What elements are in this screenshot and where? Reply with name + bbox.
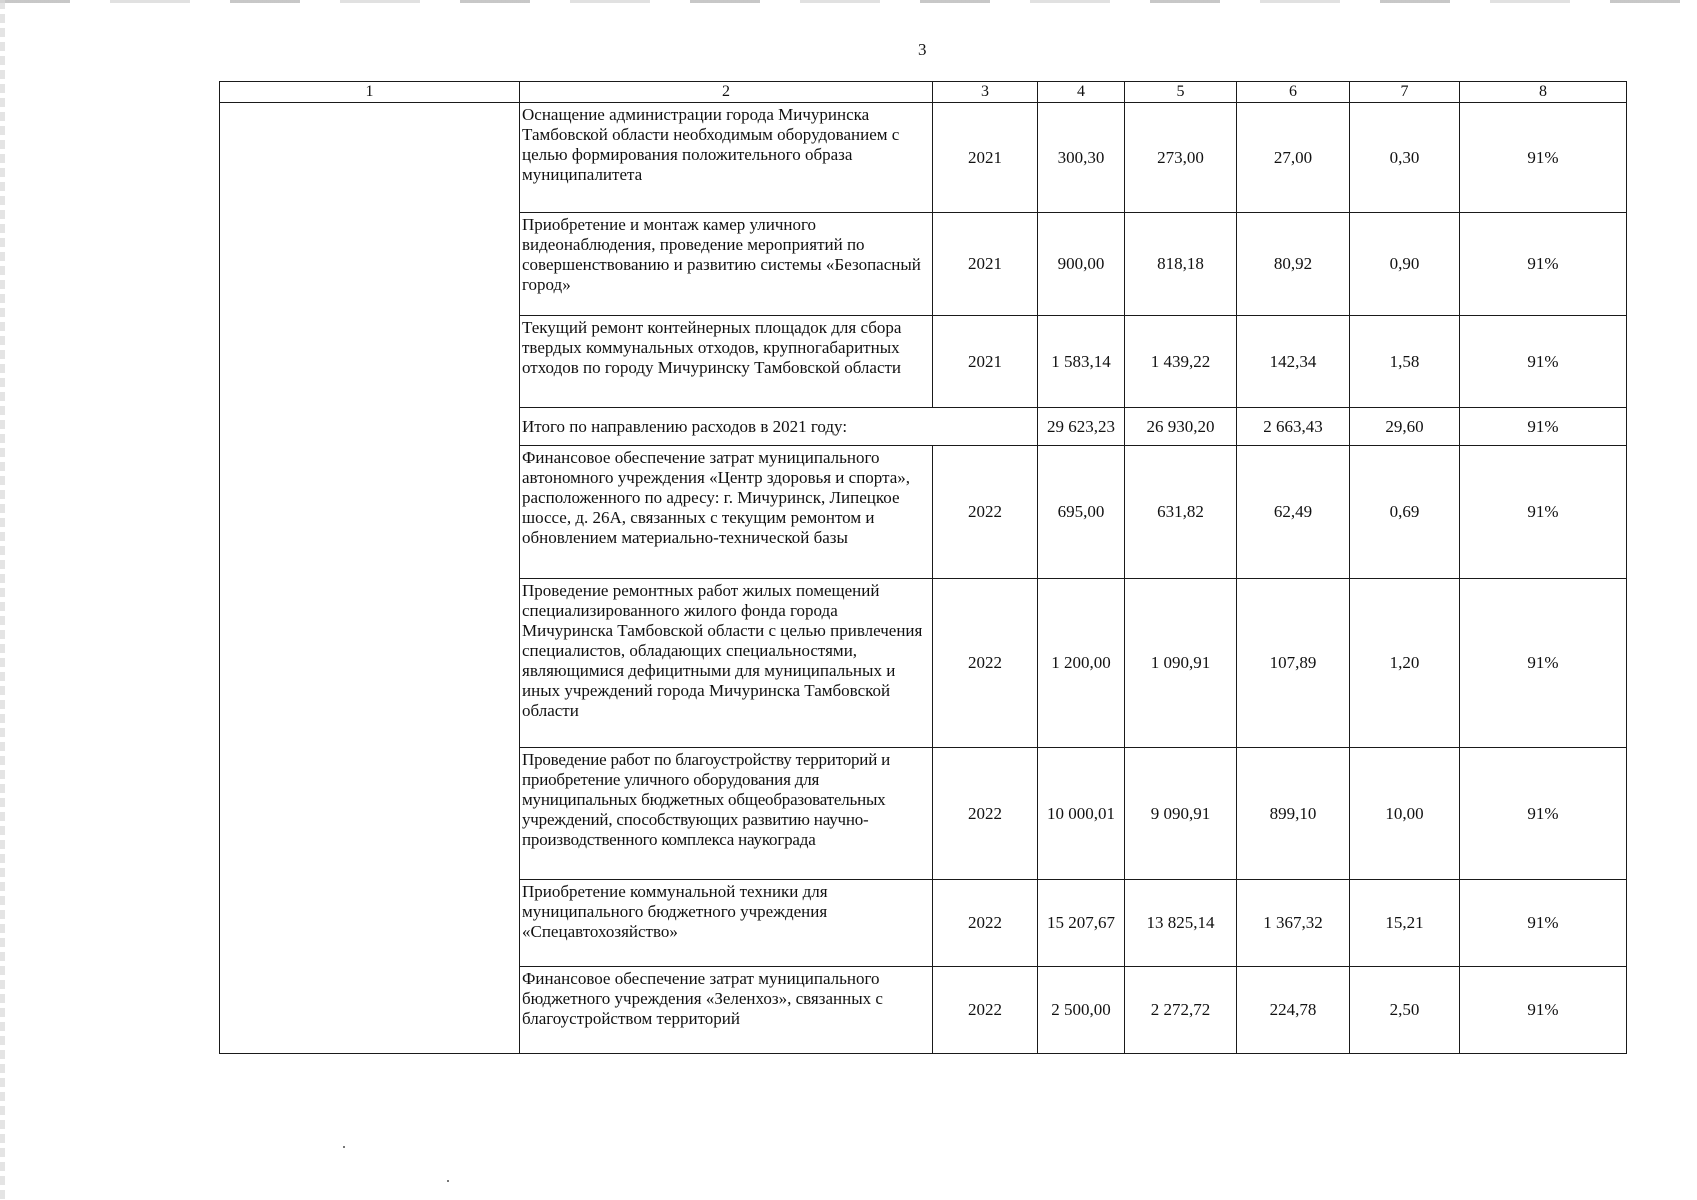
table-row — [220, 103, 1627, 213]
row-col8: 91% — [1460, 748, 1627, 880]
scan-speck — [343, 1146, 345, 1148]
row-col8: 91% — [1460, 579, 1627, 748]
column-header-6: 6 — [1237, 82, 1350, 103]
row-col6: 62,49 — [1237, 446, 1350, 579]
column-header-5: 5 — [1125, 82, 1237, 103]
row-col8: 91% — [1460, 446, 1627, 579]
row-description: Приобретение и монтаж камер уличного видеонаблюдения, проведение мероприятий по совершенствованию и развитию системы «Безопасный город» — [520, 213, 933, 316]
row-description: Текущий ремонт контейнерных площадок для сбора твердых коммунальных отходов, крупногабаритных отходов по городу Мичуринску Тамбовской области — [520, 316, 933, 408]
row-col4: 1 583,14 — [1038, 316, 1125, 408]
row-col5: 9 090,91 — [1125, 748, 1237, 880]
row-col8: 91% — [1460, 316, 1627, 408]
row-year: 2022 — [933, 880, 1038, 967]
row-col4: 10 000,01 — [1038, 748, 1125, 880]
page-number: 3 — [918, 40, 927, 59]
column-header-2: 2 — [520, 82, 933, 103]
scan-edge-top — [0, 0, 1697, 3]
row-col7: 1,58 — [1350, 316, 1460, 408]
row-col4: 15 207,67 — [1038, 880, 1125, 967]
row-col5: 818,18 — [1125, 213, 1237, 316]
row-col4: 695,00 — [1038, 446, 1125, 579]
total-col4: 29 623,23 — [1038, 408, 1125, 446]
row-col4: 2 500,00 — [1038, 967, 1125, 1054]
row-col4: 900,00 — [1038, 213, 1125, 316]
budget-table — [219, 81, 1627, 1054]
empty-first-column-cell — [220, 103, 520, 1054]
row-col5: 631,82 — [1125, 446, 1237, 579]
total-label: Итого по направлению расходов в 2021 году: — [520, 408, 1038, 446]
row-col6: 899,10 — [1237, 748, 1350, 880]
row-description: Проведение работ по благоустройству территорий и приобретение уличного оборудования для муниципальных бюджетных общеобразовательных учреждений, способствующих развитию научно-производственного комплекса наукограда — [520, 748, 933, 880]
total-col6: 2 663,43 — [1237, 408, 1350, 446]
row-col7: 15,21 — [1350, 880, 1460, 967]
column-header-4: 4 — [1038, 82, 1125, 103]
row-col7: 0,90 — [1350, 213, 1460, 316]
column-header-row — [220, 82, 1627, 103]
row-col7: 10,00 — [1350, 748, 1460, 880]
scan-speck — [447, 1180, 449, 1182]
row-description: Финансовое обеспечение затрат муниципального автономного учреждения «Центр здоровья и спорта», расположенного по адресу: г. Мичуринск, Липецкое шоссе, д. 26А, связанных с текущим ремонтом и обновлением материально-технической базы — [520, 446, 933, 579]
row-col5: 1 090,91 — [1125, 579, 1237, 748]
row-year: 2021 — [933, 103, 1038, 213]
row-year: 2021 — [933, 316, 1038, 408]
row-col8: 91% — [1460, 103, 1627, 213]
row-col7: 0,69 — [1350, 446, 1460, 579]
row-col7: 0,30 — [1350, 103, 1460, 213]
row-col6: 142,34 — [1237, 316, 1350, 408]
row-col4: 1 200,00 — [1038, 579, 1125, 748]
column-header-8: 8 — [1460, 82, 1627, 103]
total-col7: 29,60 — [1350, 408, 1460, 446]
row-description: Проведение ремонтных работ жилых помещений специализированного жилого фонда города Мичуринска Тамбовской области с целью привлечения специалистов, обладающих специальностями, являющимися дефицитными для муниципальных и иных учреждений города Мичуринска Тамбовской области — [520, 579, 933, 748]
row-col8: 91% — [1460, 967, 1627, 1054]
column-header-7: 7 — [1350, 82, 1460, 103]
column-header-3: 3 — [933, 82, 1038, 103]
row-year: 2022 — [933, 967, 1038, 1054]
scan-edge-left — [0, 0, 5, 1200]
row-col7: 1,20 — [1350, 579, 1460, 748]
row-col7: 2,50 — [1350, 967, 1460, 1054]
total-col8: 91% — [1460, 408, 1627, 446]
row-col5: 13 825,14 — [1125, 880, 1237, 967]
row-year: 2022 — [933, 748, 1038, 880]
row-year: 2022 — [933, 446, 1038, 579]
row-col8: 91% — [1460, 213, 1627, 316]
row-year: 2022 — [933, 579, 1038, 748]
column-header-1: 1 — [220, 82, 520, 103]
row-year: 2021 — [933, 213, 1038, 316]
row-col4: 300,30 — [1038, 103, 1125, 213]
row-description: Финансовое обеспечение затрат муниципального бюджетного учреждения «Зеленхоз», связанных с благоустройством территорий — [520, 967, 933, 1054]
row-col6: 1 367,32 — [1237, 880, 1350, 967]
row-col5: 273,00 — [1125, 103, 1237, 213]
row-col5: 2 272,72 — [1125, 967, 1237, 1054]
row-description: Оснащение администрации города Мичуринска Тамбовской области необходимым оборудованием с целью формирования положительного образа муниципалитета — [520, 103, 933, 213]
row-col8: 91% — [1460, 880, 1627, 967]
row-col6: 224,78 — [1237, 967, 1350, 1054]
total-col5: 26 930,20 — [1125, 408, 1237, 446]
row-col6: 80,92 — [1237, 213, 1350, 316]
row-col5: 1 439,22 — [1125, 316, 1237, 408]
row-col6: 27,00 — [1237, 103, 1350, 213]
row-col6: 107,89 — [1237, 579, 1350, 748]
row-description: Приобретение коммунальной техники для муниципального бюджетного учреждения «Спецавтохозяйство» — [520, 880, 933, 967]
